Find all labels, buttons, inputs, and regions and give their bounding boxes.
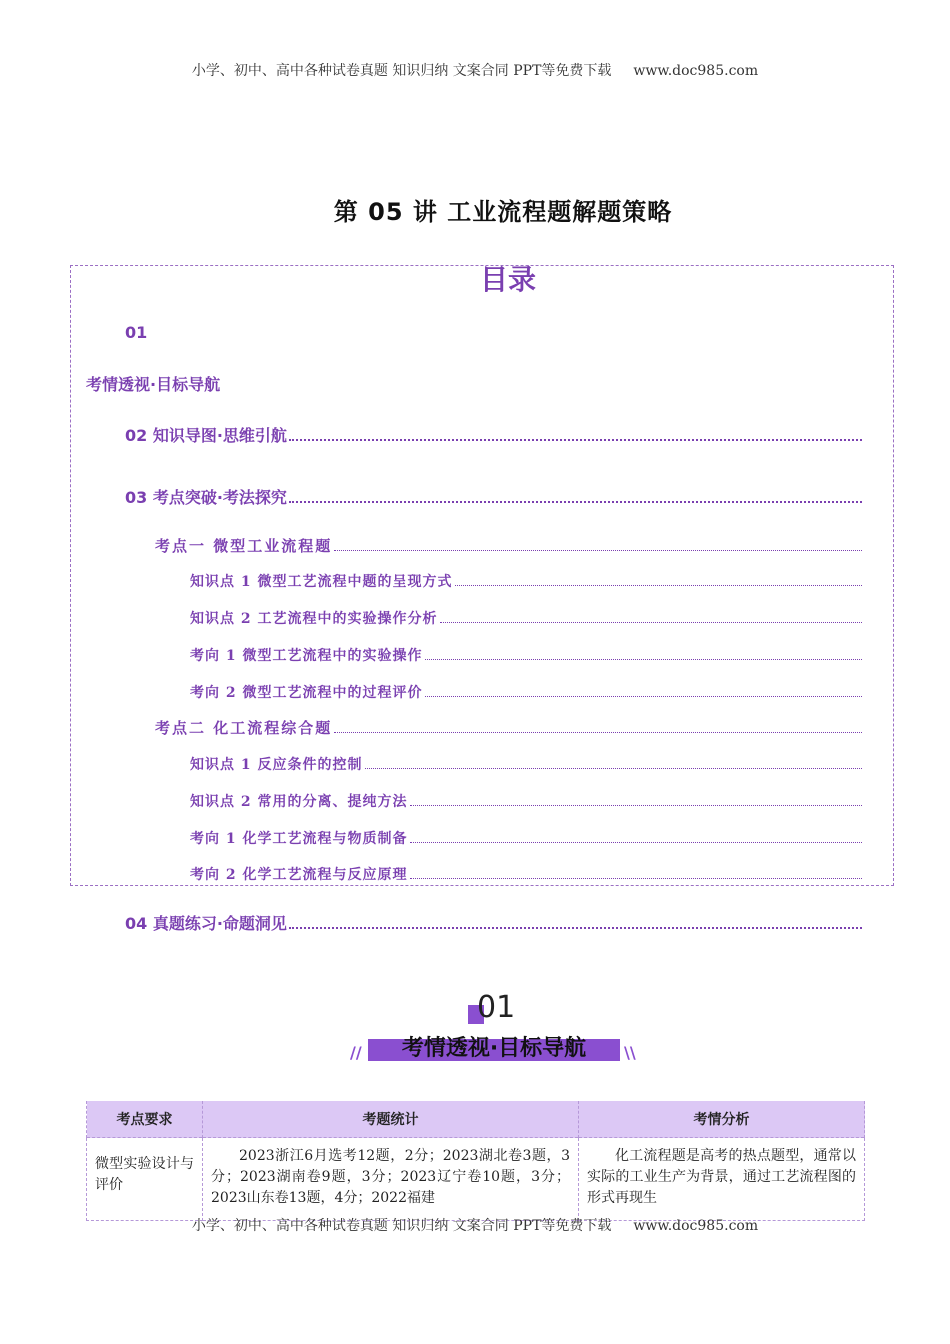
toc-kd2-kaoxiang-1[interactable]: 考向 1 化学工艺流程与物质制备 [190,828,862,848]
toc-section-04[interactable]: 04 真题练习·命题洞见 [125,911,862,934]
table-header-row [87,1101,865,1138]
toc-section-02[interactable]: 02 知识导图·思维引航 [125,423,862,446]
cell-analysis: 化工流程题是高考的热点题型，通常以实际的工业生产为背景，通过工艺流程图的形式再现生 [579,1138,865,1221]
toc-kaodian-2[interactable]: 考点二 化工流程综合题 [155,717,862,738]
toc-kaodian-1[interactable]: 考点一 微型工业流程题 [155,535,862,556]
toc-kd2-kaoxiang-2[interactable]: 考向 2 化学工艺流程与反应原理 [190,864,862,884]
section-number: 01 [477,990,516,1025]
toc-leader [425,695,863,697]
header-text: 小学、初中、高中各种试卷真题 知识归纳 文案合同 PPT等免费下载 [191,63,612,79]
column-header-statistics: 考题统计 [203,1101,579,1138]
toc-kd1-kaoxiang-2[interactable]: 考向 2 微型工艺流程中的过程评价 [190,682,862,702]
toc-leader [289,500,862,503]
toc-kd1-zhishi-2[interactable]: 知识点 2 工艺流程中的实验操作分析 [190,608,862,628]
toc-leader [289,438,862,441]
cell-statistics: 2023浙江6月选考12题，2分；2023湖北卷3题，3分；2023湖南卷9题，3分；2023辽宁卷10题，3分；2023山东卷13题，4分；2022福建 [203,1138,579,1221]
page-header [0,60,950,80]
toc-leader [425,658,863,660]
cell-requirement: 微型实验设计与评价 [87,1138,203,1221]
toc-leader [410,804,863,806]
slash-right-decoration: \\ [624,1043,636,1062]
exam-analysis-table [86,1101,865,1221]
footer-text: 小学、初中、高中各种试卷真题 知识归纳 文案合同 PPT等免费下载 [191,1218,612,1234]
toc-section-03[interactable]: 03 考点突破·考法探究 [125,485,862,508]
toc-leader [289,926,862,929]
document-title: 第 05 讲 工业流程题解题策略 [333,198,673,226]
column-header-requirement: 考点要求 [87,1101,203,1138]
toc-section-01[interactable]: 考情透视·目标导航 [86,375,221,394]
toc-leader [440,621,863,623]
toc-leader [455,584,863,586]
toc-kd1-kaoxiang-1[interactable]: 考向 1 微型工艺流程中的实验操作 [190,645,862,665]
toc-kd2-zhishi-1[interactable]: 知识点 1 反应条件的控制 [190,754,862,774]
toc-kd1-zhishi-1[interactable]: 知识点 1 微型工艺流程中题的呈现方式 [190,571,862,591]
section-title: 考情透视·目标导航 [401,1036,587,1061]
table-row [87,1138,865,1221]
slash-left-decoration: // [350,1043,362,1062]
page-footer [0,1215,950,1235]
toc-leader [334,731,862,733]
toc-section-01-number[interactable]: 01 [125,323,148,342]
toc-leader [365,767,863,769]
toc-kd2-zhishi-2[interactable]: 知识点 2 常用的分离、提纯方法 [190,791,862,811]
column-header-analysis: 考情分析 [579,1101,865,1138]
toc-leader [410,841,863,843]
footer-site: www.doc985.com [633,1218,759,1234]
toc-heading: 目录 [479,263,536,296]
toc-leader [334,549,862,551]
toc-leader [410,877,863,879]
header-site: www.doc985.com [633,63,759,79]
